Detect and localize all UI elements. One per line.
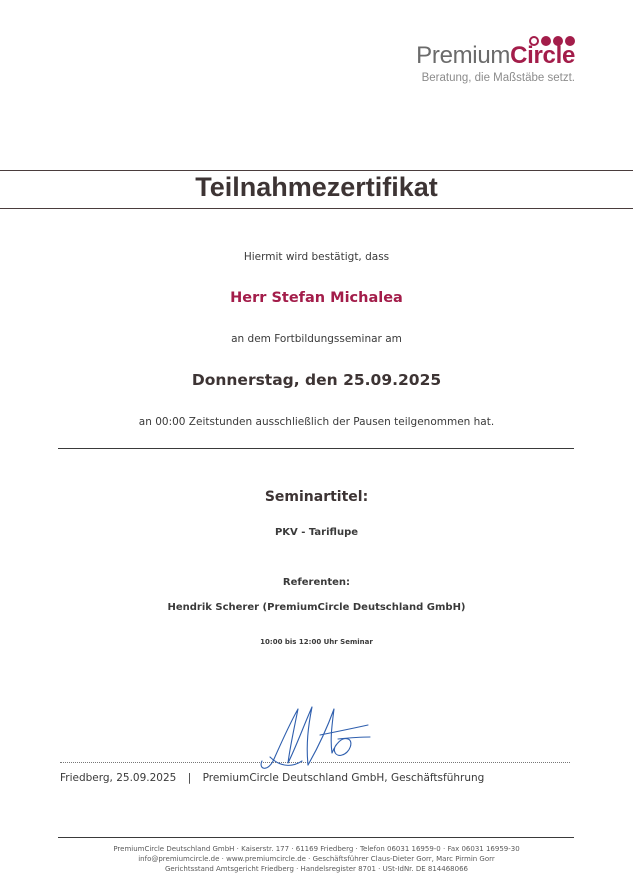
logo-name-part1: Premium [416, 42, 511, 69]
seminar-title: PKV - Tariflupe [274, 527, 359, 538]
handwritten-signature [250, 695, 380, 775]
logo-name-part2: Circle [510, 42, 575, 69]
footer-line-2: info@premiumcircle.de · www.premiumcircle.de · Geschäftsführer Claus-Dieter Gorr, Marc Pirmin Gorr [138, 855, 495, 863]
seminar-time: 10:00 bis 12:00 Uhr Seminar [260, 638, 373, 646]
certificate-title: Teilnahmezertifikat [195, 172, 438, 202]
company-logo [385, 30, 575, 90]
logo-wordmark [416, 42, 575, 70]
title-bottom-rule [0, 208, 633, 209]
seminar-date: Donnerstag, den 25.09.2025 [191, 371, 442, 389]
logo-tagline: Beratung, die Maßstäbe setzt. [421, 72, 575, 84]
footer-line-1: PremiumCircle Deutschland GmbH · Kaiserstr. 177 · 61169 Friedberg · Telefon 06031 16959-0 · Fax 06031 16959-30 [113, 845, 520, 853]
signature-signer: PremiumCircle Deutschland GmbH, Geschäftsführung [202, 772, 485, 784]
signature-caption [60, 772, 484, 784]
participant-name: Herr Stefan Michalea [230, 290, 403, 306]
speakers-label: Referenten: [282, 577, 351, 588]
intro-text: Hiermit wird bestätigt, dass [243, 251, 390, 263]
speakers: Hendrik Scherer (PremiumCircle Deutschland GmbH) [167, 602, 466, 613]
seminar-title-label: Seminartitel: [264, 489, 369, 505]
title-top-rule [0, 170, 633, 171]
section-divider [58, 448, 574, 449]
hours-text: an 00:00 Zeitstunden ausschließlich der Pausen teilgenommen hat. [138, 416, 495, 428]
footer-line-3: Gerichtsstand Amtsgericht Friedberg · Handelsregister 8701 · USt-IdNr. DE 814468066 [165, 865, 468, 873]
signature-place-date: Friedberg, 25.09.2025 [60, 772, 177, 784]
signature-separator: | [187, 772, 192, 784]
footer-rule [58, 837, 574, 838]
seminar-intro-text: an dem Fortbildungsseminar am [231, 333, 402, 345]
